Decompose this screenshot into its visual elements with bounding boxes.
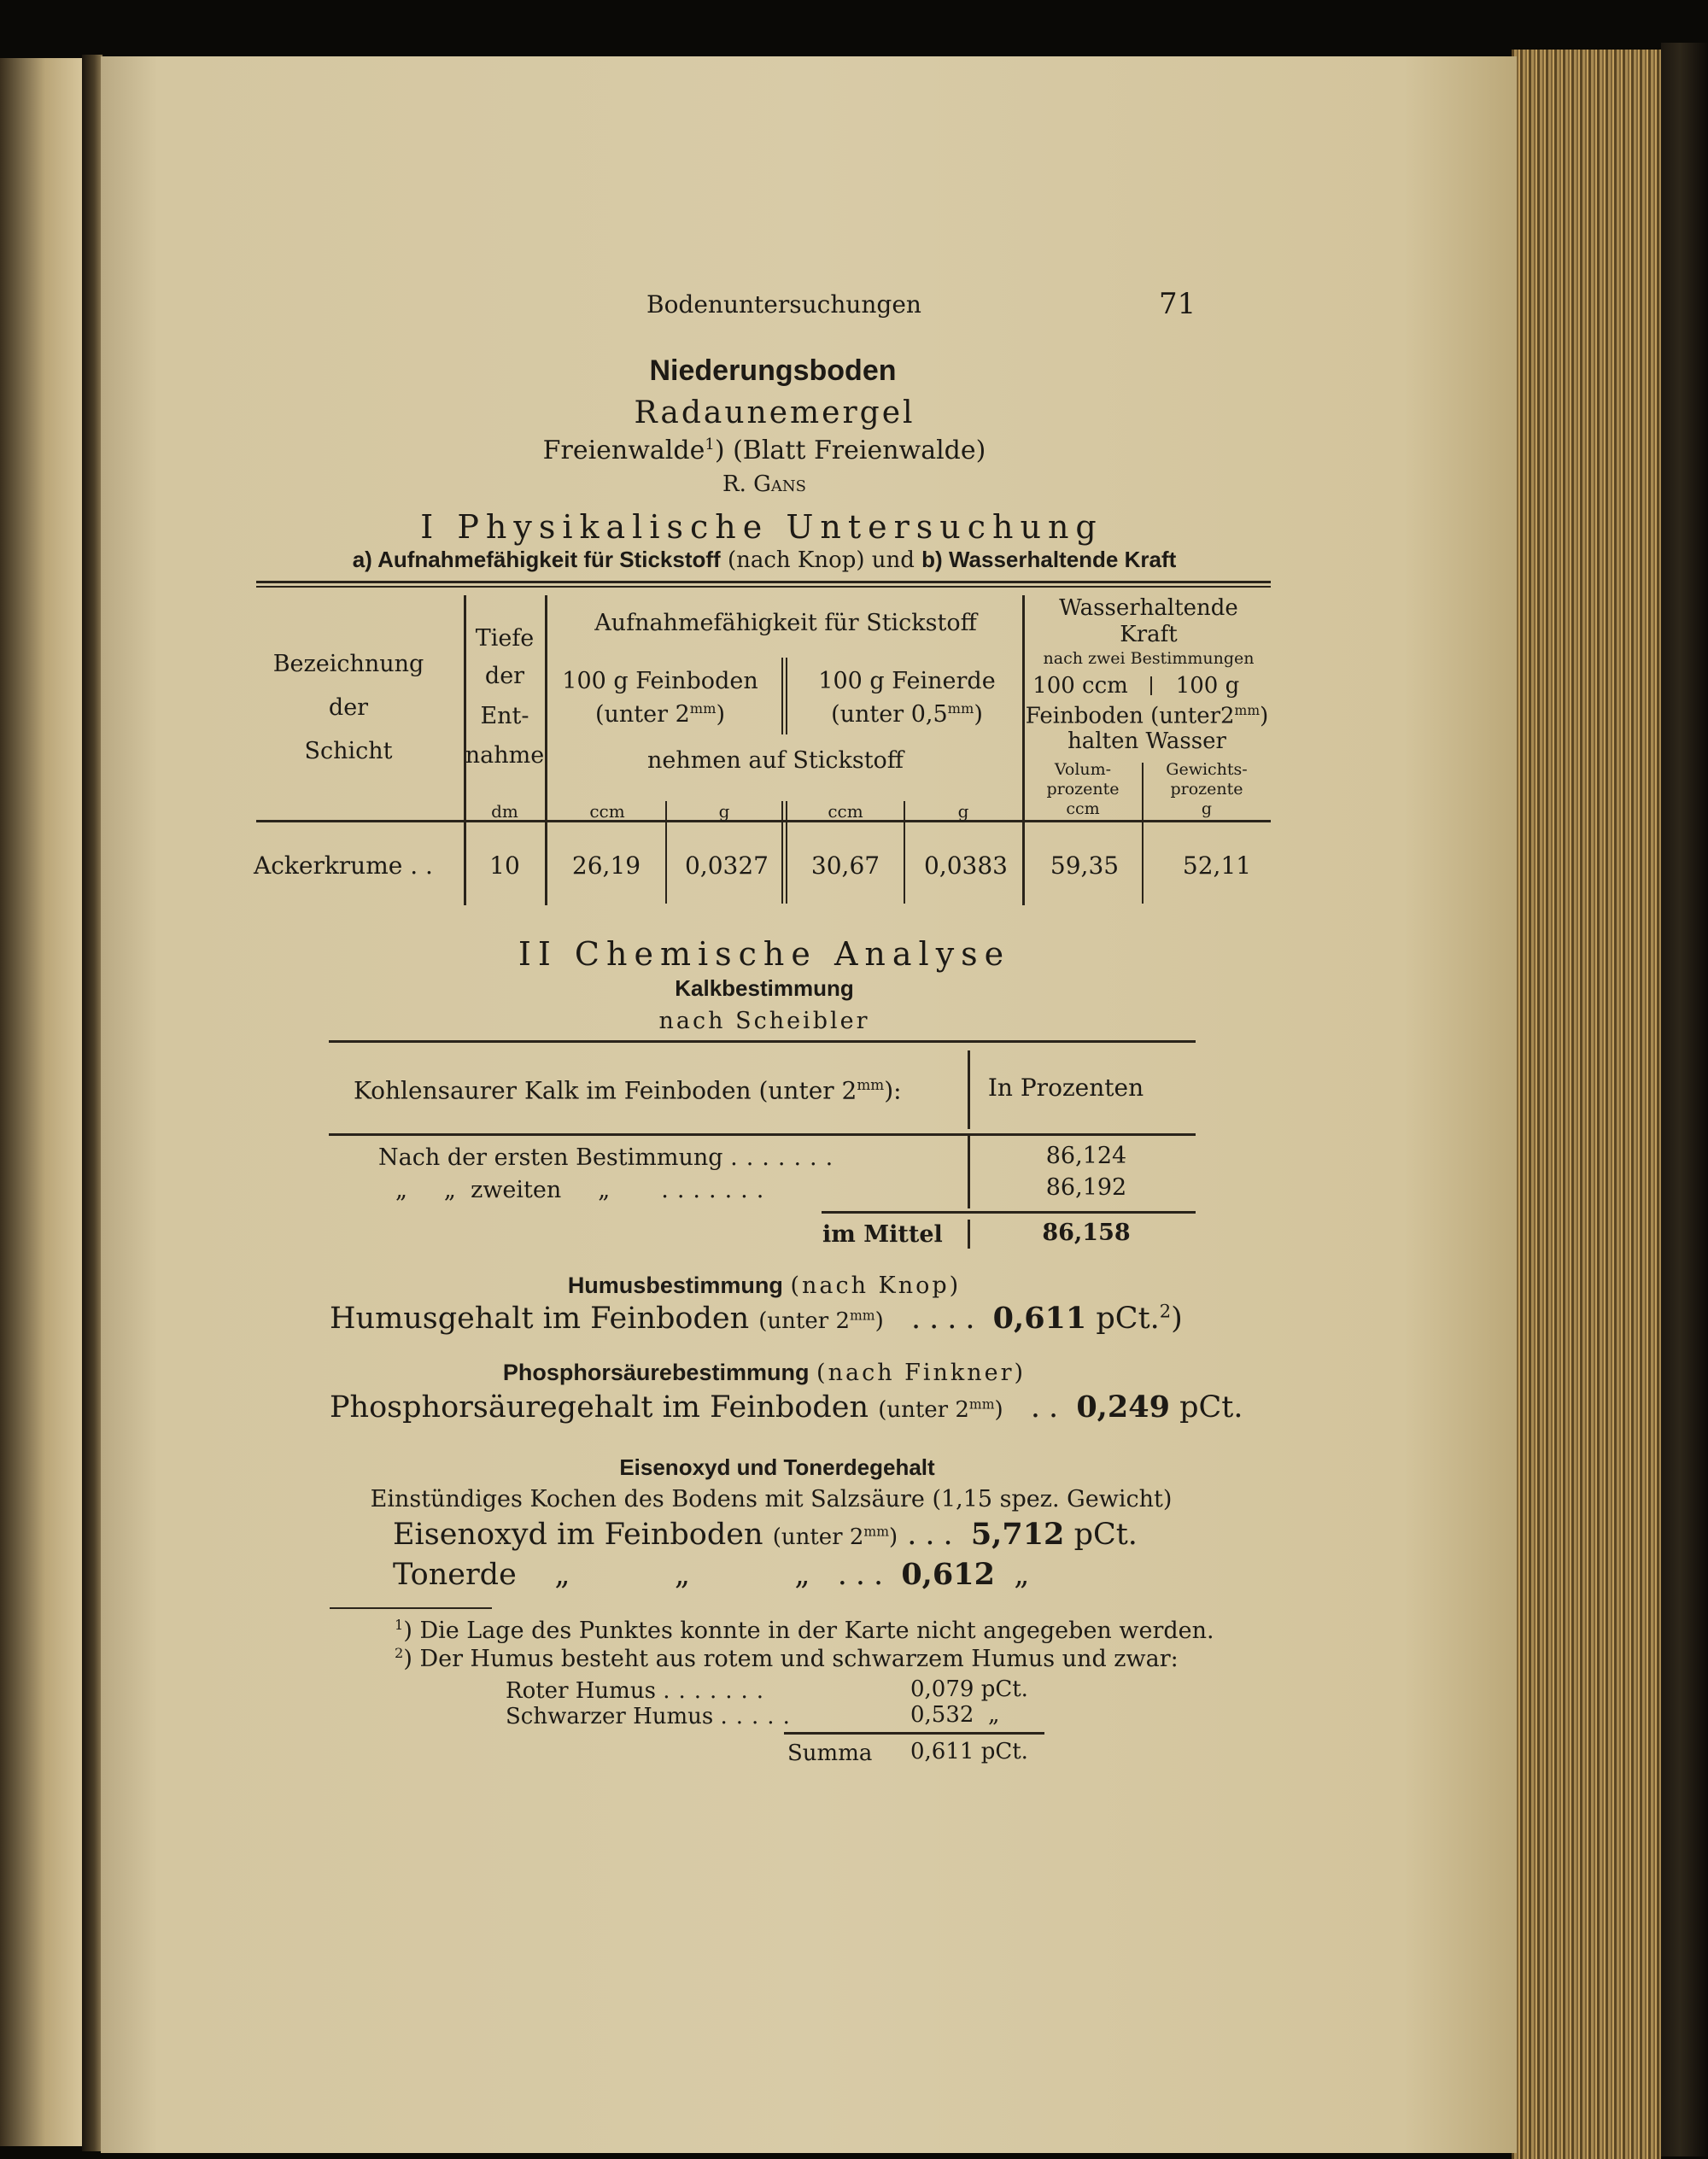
kalk-header-rule [329,1133,1196,1136]
footnote-ref-2: 2 [1159,1301,1172,1322]
header-feinboden: 100 g Feinboden [562,668,758,694]
humus-title: Humusbestimmung [567,1273,783,1298]
ton-value: 0,612 [901,1557,995,1592]
eisen-unit: pCt. [1073,1518,1138,1552]
kalk-row2-label: „ „ zweiten „ ....... [395,1177,773,1203]
section-heading-physikalisch: I Physikalische Untersuchung [420,508,1103,546]
footnote-ref-1: 1 [705,436,715,453]
ditto-mark: „ [674,1558,690,1592]
col-divider [545,595,547,905]
footnote-2-mark: 2 [395,1645,404,1661]
location-line: Freienwalde$^1$) (Blatt Freienwalde) [542,436,986,465]
header-feinerde: 100 g Feinerde [818,668,996,694]
humus-heading [568,1273,961,1299]
cell-fb-g: 0,0327 [685,851,769,880]
col-divider [904,801,905,904]
kalk-col-divider [968,1050,970,1129]
header-volum: prozente [1046,780,1120,799]
subheading-b: b) Wasserhaltende Kraft [921,547,1177,572]
unit-g: g [957,801,969,822]
author: R. Gans [722,471,806,497]
header-wasser-feinboden: Feinboden $(unter2^{mm})$ [1025,703,1269,729]
kalk-mittel-value: 86,158 [1042,1220,1131,1246]
kalk-row1-text: Nach der ersten Bestimmung [378,1144,723,1171]
header-tiefe: der [484,663,525,689]
kalk-header-text: Kohlensaurer Kalk im Feinboden (unter 2 [354,1076,857,1105]
schwarz-unit: „ [987,1702,1000,1728]
footnote-1-text: Die Lage des Punktes konnte in der Karte nicht angegeben werden. [419,1618,1214,1644]
ditto-mark: „ [395,1177,407,1203]
phos-label: Phosphorsäuregehalt im Feinboden [330,1390,869,1425]
roter-humus-label: Roter Humus ....... [506,1678,773,1704]
kalk-row1-value: 86,124 [1045,1143,1127,1169]
phos-line: Phosphorsäuregehalt im Feinboden (unter $2^{mm}$) .. 0,249 pCt. [330,1390,1243,1425]
header-wasser-nach: nach zwei Bestimmungen [1043,649,1255,668]
ton-line: Tonerde „ „ „ ... 0,612 „ [393,1557,1030,1592]
cell-vol: 59,35 [1050,851,1120,880]
header-bezeichnung: Schicht [304,738,393,764]
col-divider [1022,595,1025,905]
feinerde-sub-text: (unter 0,5 [831,701,948,728]
schwarz-humus-value [910,1702,999,1728]
phos-unit: pCt. [1179,1390,1243,1425]
feinboden-sup: mm [689,700,717,717]
schwarz-humus-label: Schwarzer Humus ..... [506,1704,798,1729]
eisen-title: Eisenoxyd und Tonerdegehalt [619,1454,935,1480]
col-divider [781,658,783,734]
wasser-feinboden-sup: mm [1234,703,1261,718]
header-gewichts: prozente [1170,780,1243,799]
header-wasser-halten: halten Wasser [1068,728,1226,754]
eisen-sub-text: (unter 2 [772,1524,864,1550]
table-header-rule [256,820,1271,822]
humus-sub: (unter $2^{mm}$) [758,1308,884,1334]
kalk-title: Kalkbestimmung [675,975,854,1001]
cell-gew: 52,11 [1182,851,1252,880]
eisen-value: 5,712 [970,1517,1065,1552]
kalk-header-left: Kohlensaurer Kalk im Feinboden (unter $2^{mm}$): [354,1076,902,1105]
section-subheading [353,547,1177,573]
soil-name: Radaunemergel [634,395,915,430]
section-heading-chemisch: II Chemische Analyse [518,935,1011,973]
humus-line: Humusgehalt im Feinboden (unter $2^{mm}$) .... 0,611 pCt.$^2$) [330,1301,1183,1336]
kalk-row2-text: zweiten [471,1177,562,1203]
kalk-header-right: In Prozenten [987,1074,1144,1102]
header-tiefe: Tiefe [475,625,535,652]
ditto-mark: „ [554,1558,570,1592]
running-title: Bodenuntersuchungen [646,290,921,319]
page-number: 71 [1159,287,1196,321]
phos-heading [503,1360,1026,1386]
header-wasser: Wasserhaltende [1059,595,1238,621]
ditto-mark: „ [794,1558,810,1592]
wasser-feinboden-text: Feinboden (unter2 [1025,703,1235,729]
col-divider [786,658,787,734]
header-nehmen: nehmen auf Stickstoff [647,747,904,774]
kalk-col-divider [968,1136,970,1208]
footnote-1-mark: 1 [395,1617,404,1633]
table-top-rule-2 [256,586,1271,588]
schwarz-label: Schwarzer Humus [506,1704,714,1729]
col-divider [1142,763,1144,904]
phos-sub: (unter $2^{mm}$) [878,1396,1003,1423]
header-tiefe: nahme [465,742,545,769]
header-gewichts: Gewichts- [1166,760,1248,779]
col-divider [781,801,783,904]
ton-label: Tonerde [393,1558,517,1592]
unit-g: g [718,801,730,822]
summa-label: Summa [787,1741,873,1766]
table-top-rule [256,581,1271,583]
subheading-method: (nach Knop) und [727,547,915,573]
unit-dm: dm [491,801,518,822]
kalk-sum-rule [822,1211,1196,1214]
kalk-header-sup: mm [857,1076,885,1093]
phos-sub-text: (unter 2 [878,1397,969,1423]
row-name: Ackerkrume . . [254,851,433,880]
cell-fe-g: 0,0383 [924,851,1008,880]
location: Freienwalde [542,436,705,465]
ditto-mark: „ [443,1177,456,1203]
eisen-sub: (unter $2^{mm}$) [772,1524,898,1550]
cell-tiefe: 10 [489,851,520,880]
page-stack-edge [1512,50,1661,2159]
header-volum: ccm [1066,799,1100,818]
eisen-label: Eisenoxyd im Feinboden [393,1518,763,1552]
schwarz-value: 0,532 [910,1702,974,1728]
col-divider [665,801,667,904]
kalk-mittel-label: im Mittel [822,1221,943,1248]
header-wasser-g: 100 g [1175,673,1240,699]
phos-title: Phosphorsäurebestimmung [502,1360,810,1385]
header-wasser-ccm: 100 ccm [1032,673,1128,699]
book-cover [1661,43,1708,2156]
header-feinboden-sub: (unter $2^{mm}$) [594,700,726,728]
col-divider [1150,676,1152,695]
roter-humus-value: 0,079 pCt. [910,1676,1028,1702]
book-gutter [82,55,102,2151]
phos-value: 0,249 [1076,1390,1170,1425]
kalk-top-rule [329,1040,1196,1043]
humus-value: 0,611 [992,1301,1087,1336]
unit-ccm: ccm [828,801,863,822]
header-feinerde-sub: (unter $0,5^{mm}$) [831,700,983,728]
kalk-row2-value: 86,192 [1045,1174,1127,1201]
summa-value: 0,611 pCt. [910,1739,1028,1764]
humus-sub-text: (unter 2 [758,1308,850,1334]
humus-method: (nach Knop) [790,1273,962,1299]
kalk-col-divider [968,1220,970,1249]
kalk-row1-label: Nach der ersten Bestimmung ....... [378,1144,842,1171]
ditto-mark: „ [598,1177,611,1203]
header-gewichts: g [1201,799,1213,818]
footnote-2-text: Der Humus besteht aus rotem und schwarzem Humus und zwar: [419,1646,1179,1672]
summa-rule [784,1732,1044,1735]
header-aufnahme: Aufnahmefähigkeit für Stickstoff [594,610,977,636]
unit-ccm: ccm [589,801,625,822]
ton-unit: „ [1014,1558,1030,1592]
col-divider [786,801,787,904]
cell-fb-ccm: 26,19 [571,851,641,880]
eisen-method: Einstündiges Kochen des Bodens mit Salzsäure (1,15 spez. Gewicht) [370,1486,1173,1512]
header-bezeichnung: Bezeichnung [272,651,424,677]
subheading-a: a) Aufnahmefähigkeit für Stickstoff [352,547,721,572]
feinerde-sup: mm [947,700,974,717]
header-volum: Volum- [1054,760,1112,779]
main-title: Niederungsboden [649,354,897,387]
footnote-rule [330,1607,492,1609]
humus-unit: pCt. [1096,1302,1160,1336]
header-wasser-2: Kraft [1120,622,1178,647]
phos-method: (nach Finkner) [816,1360,1027,1386]
cell-fe-ccm: 30,67 [810,851,880,880]
header-bezeichnung: der [328,694,369,721]
roter-label: Roter Humus [506,1678,656,1704]
footnote-2: $^2$) Der Humus besteht aus rotem und schwarzem Humus und zwar: [395,1645,1179,1672]
humus-label: Humusgehalt im Feinboden [330,1302,750,1336]
feinboden-sub-text: (unter 2 [594,701,690,728]
header-tiefe: Ent- [480,703,529,729]
footnote-1: $^1$) Die Lage des Punktes konnte in der Karte nicht angegeben werden. [395,1617,1214,1644]
sheet-name: (Blatt Freienwalde) [733,436,986,465]
left-page-edge [0,58,82,2146]
eisen-line: Eisenoxyd im Feinboden (unter $2^{mm}$) ... 5,712 pCt. [393,1517,1138,1552]
kalk-method: nach Scheibler [658,1008,870,1034]
